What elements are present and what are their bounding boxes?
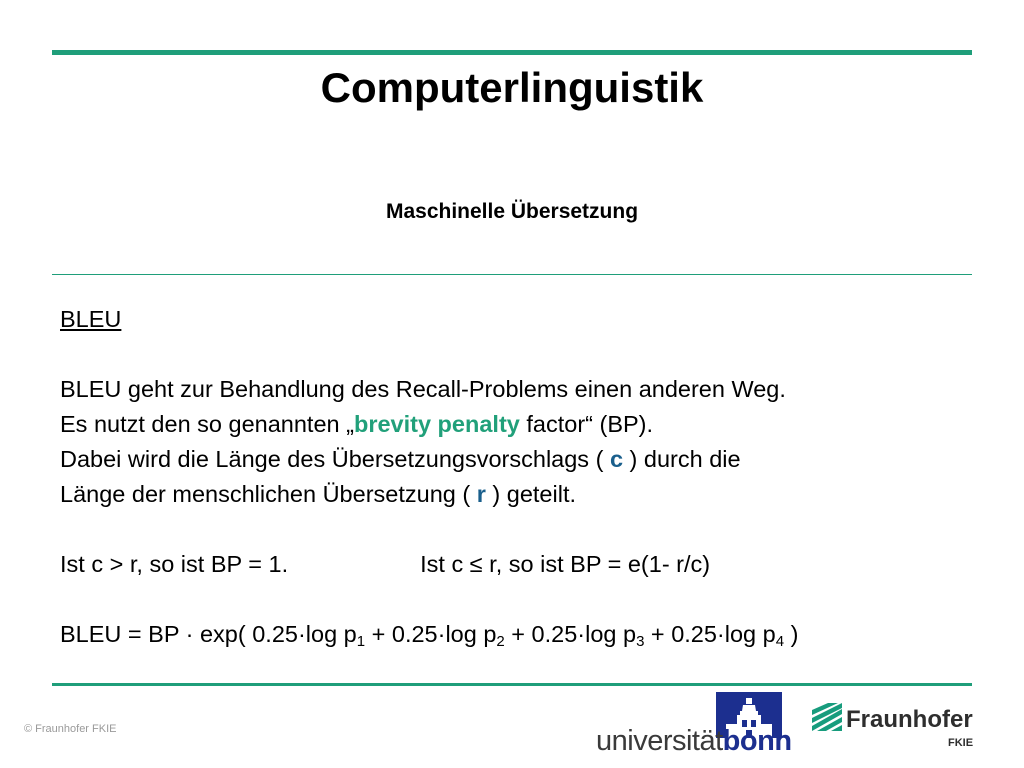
formula-mid-3: + 0.25·log p: [644, 621, 776, 647]
top-divider: [52, 50, 972, 55]
fraunhofer-mark-icon: [812, 703, 842, 731]
bonn-wordmark: [596, 725, 792, 758]
subscript-1: 1: [356, 633, 366, 650]
formula-mid-1: + 0.25·log p: [365, 621, 497, 647]
spacer: [60, 512, 970, 547]
bonn-wordmark-plain: universität: [596, 725, 723, 757]
subscript-3: 3: [636, 633, 645, 650]
subscript-4: 4: [775, 633, 785, 650]
fraunhofer-logo: [812, 703, 977, 753]
fkie-label: FKIE: [948, 737, 974, 749]
slide-body: [60, 302, 970, 652]
header-divider: [52, 274, 972, 275]
body-line-1: BLEU geht zur Behandlung des Recall-Problems einen anderen Weg.: [60, 376, 786, 402]
fraunhofer-wordmark: Fraunhofer: [846, 706, 973, 733]
variable-c: c: [609, 446, 624, 472]
condition-right: Ist c ≤ r, so ist BP = e(1- r/c): [420, 551, 711, 577]
line-4-pre: Länge der menschlichen Übersetzung (: [60, 481, 477, 507]
condition-line: [60, 547, 970, 582]
body-line-4: [60, 477, 970, 512]
line-2-pre: Es nutzt den so genannten „: [60, 411, 354, 437]
formula-mid-2: + 0.25·log p: [504, 621, 637, 647]
line-4-post: ) geteilt.: [485, 481, 576, 507]
universitaet-bonn-logo: [596, 692, 792, 762]
line-3-post: ) durch die: [623, 446, 741, 472]
copyright-notice: © Fraunhofer FKIE: [24, 723, 117, 735]
formula-prefix: BLEU = BP · exp( 0.25·log p: [60, 621, 357, 647]
line-3-pre: Dabei wird die Länge des Übersetzungsvorschlags (: [60, 446, 610, 472]
body-line-2: [60, 407, 970, 442]
condition-left: Ist c > r, so ist BP = 1.: [60, 551, 289, 577]
brevity-penalty-term: brevity penalty: [353, 411, 520, 437]
slide-title: Computerlinguistik: [320, 64, 704, 111]
variable-r: r: [476, 481, 486, 507]
body-line-3: [60, 442, 970, 477]
subscript-2: 2: [496, 633, 505, 650]
footer-divider: [52, 683, 972, 686]
line-2-post: factor“ (BP).: [519, 411, 654, 437]
slide-subtitle: Maschinelle Übersetzung: [385, 200, 639, 223]
section-heading: BLEU: [60, 306, 122, 332]
bleu-formula: [60, 617, 970, 652]
formula-suffix: ): [784, 621, 799, 647]
spacer: [60, 337, 970, 372]
bonn-wordmark-bold: bonn: [722, 725, 792, 757]
spacer: [60, 582, 970, 617]
